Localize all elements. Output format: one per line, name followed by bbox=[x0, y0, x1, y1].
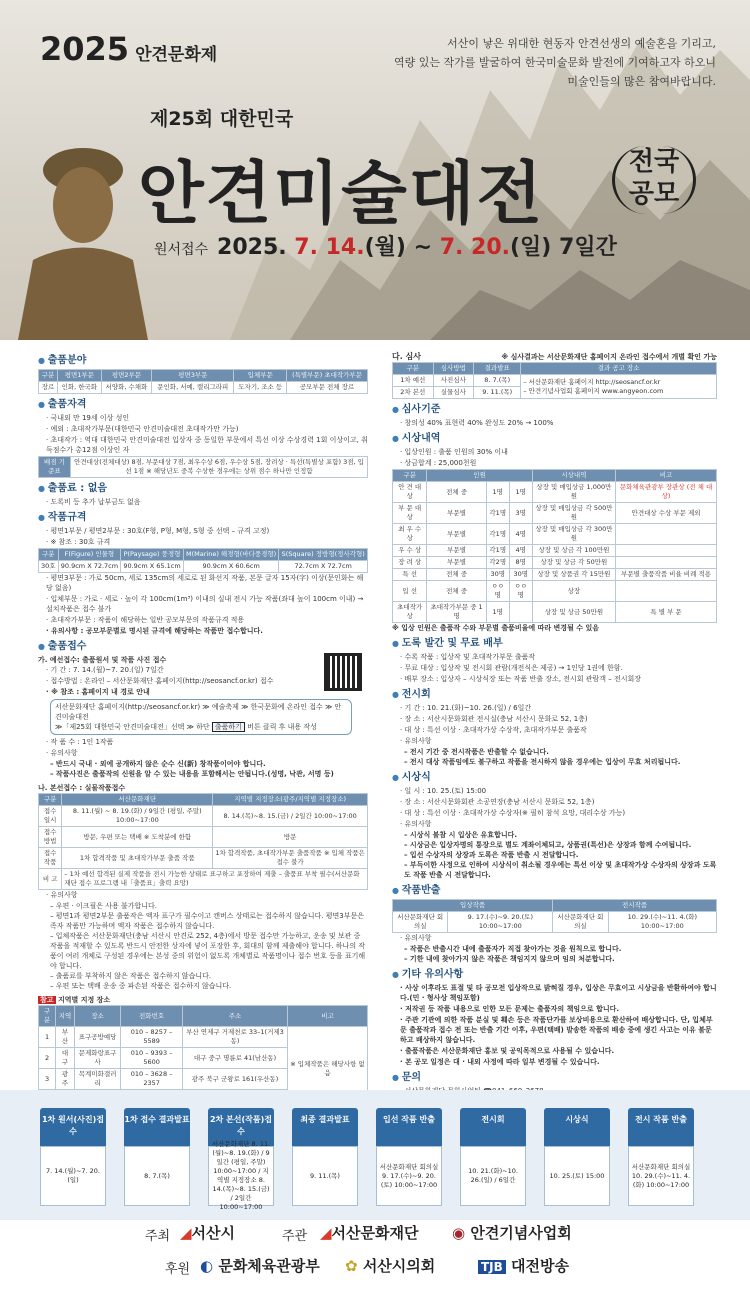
section-title: ● 시상식 bbox=[392, 773, 717, 783]
subsection-title: 다. 심사 bbox=[392, 352, 422, 361]
list-item: – 시상금은 입상자명의 통장으로 별도 계좌이체되고, 상품권(특선)은 상장과 함께 수여됩니다. bbox=[404, 841, 692, 849]
list-item: · 유의사항 bbox=[392, 736, 717, 746]
list-item: · 대 상 : 특선 이상 · 초대작가상 수상작, 초대작가부문 출품작 bbox=[392, 725, 717, 735]
list-item: · 수록 작품 : 입상작 및 초대작가부문 출품작 bbox=[392, 652, 717, 662]
sponsor-logo-1: ◐ 문화체육관광부 bbox=[200, 1257, 320, 1275]
list-item: – 작품은 반출시간 내에 출품자가 직접 찾아가는 것을 원칙으로 합니다. bbox=[404, 945, 622, 953]
list-item: · 대 상 : 특선 이상 · 초대작가상 수상자(※ 필히 참석 요망, 대리수상 가능) bbox=[392, 808, 717, 818]
table-cell bbox=[616, 524, 717, 545]
step-title: 시상식 bbox=[544, 1108, 610, 1146]
table-cell: 1명 bbox=[509, 482, 532, 503]
host-logo: ◢서산시 bbox=[180, 1224, 236, 1242]
section-title: ● 심사기준 bbox=[392, 405, 717, 415]
table-cell: 상장 및 매입상금 1,000만원 bbox=[532, 482, 615, 503]
submission-table: 구분 서산문화재단 지역별 지정장소(광주/지역별 지정장소) 접수일시 8. 11.(월) ~ 8. 19.(화) / 9일간 (평일, 주말) 10:00~17:00 8. 14.(목)~8. 15.(금) / 2일간 10:00~17:00 접수방법 방문, 우편 또는 택배 ※ 도착분에 한함 방문 접수작품 1차 합격작품 및 초대작가부문 출품 작품 1차 합격작품, 초대작가부문 출품작품 ※ 입체 작품은 접수 불가 비 고 – 1차 예선 합격된 실제 작품을 전시 가능한 상태로 표구하고 포장하여 제출 – 출품표 부착 필수(서산문화재단 접수 프로그램 내「출품표」출력 요망) bbox=[38, 793, 368, 890]
section-title: ● 출품료 : 없음 bbox=[38, 484, 368, 494]
subtitle: 제25회 대한민국 bbox=[150, 108, 294, 130]
host-label: 주최 bbox=[145, 1229, 171, 1244]
table-cell: 초대작가부문 중 1명 bbox=[427, 602, 486, 623]
return-table: 입상작품 전시작품 서산문화재단 회의실 9. 17.(수)~9. 20.(토) 10:00~17:00 서산문화재단 회의실 10. 29.(수)~11. 4.(화) 10:00~17:00 bbox=[392, 899, 717, 933]
table-cell: 각2명 bbox=[486, 557, 509, 569]
list-item: · 장 소 : 서산시문화회관 소공연장(충남 서산시 문화로 52, 1층) bbox=[392, 797, 717, 807]
list-item: · 무료 대상 : 입상작 및 전시회 관람(개전식은 제공) → 1인당 1권에 한함. bbox=[392, 663, 717, 673]
statue-image bbox=[8, 110, 158, 340]
table-cell: 1명 bbox=[486, 602, 509, 623]
table-cell: 1명 bbox=[486, 482, 509, 503]
right-column bbox=[392, 350, 717, 1097]
sponsor-logo-3: TJB 대전방송 bbox=[478, 1255, 569, 1276]
list-item: · 작 품 수 : 1인 1작품 bbox=[38, 737, 368, 747]
table-cell: 전체 중 bbox=[427, 482, 486, 503]
schedule-step bbox=[40, 1108, 106, 1208]
step-detail: 9. 11.(목) bbox=[292, 1146, 358, 1206]
note-text: ※ 심사결과는 서산문화재단 홈페이지 온라인 접수에서 개별 확인 가능 bbox=[501, 353, 717, 361]
table-cell: 상장 및 상품권 각 15만원 bbox=[532, 569, 615, 581]
table-cell: 전체 중 bbox=[427, 569, 486, 581]
table-cell bbox=[509, 602, 532, 623]
table-cell: 30명 bbox=[486, 569, 509, 581]
review-table: 구분 심사방법 결과발표 결과 공고 장소 1차 예선 사진심사 8. 7.(목) – 서산문화재단 홈페이지 http://seosancf.or.kr – 안견기념사업회 홈페이지 www.angyeon.com 2차 본선 실물심사 9. 11.(목) bbox=[392, 362, 717, 399]
table-cell: 우 수 상 bbox=[393, 545, 427, 557]
section-title: ● 작품규격 bbox=[38, 513, 368, 523]
festival-year: 2025 안견문화제 bbox=[40, 30, 218, 68]
table-row bbox=[393, 524, 717, 545]
step-title: 2차 본선(작품)접수 bbox=[208, 1108, 274, 1146]
list-item: · 유의사항 bbox=[38, 748, 368, 758]
schedule-step bbox=[292, 1108, 358, 1208]
table-cell: 부문별 출품작품 비율 비례 적용 bbox=[616, 569, 717, 581]
step-title: 입선 작품 반출 bbox=[376, 1108, 442, 1146]
table-cell: 3명 bbox=[509, 503, 532, 524]
list-item: – 시상식 불참 시 입상은 유효합니다. bbox=[404, 831, 518, 839]
list-item: · 유의사항 bbox=[38, 890, 368, 900]
list-item: · 기 간 : 10. 21.(화)~10. 26.(일) / 6일간 bbox=[392, 703, 717, 713]
table-cell: 상장 및 상금 각 50만원 bbox=[532, 557, 615, 569]
step-title: 전시회 bbox=[460, 1108, 526, 1146]
table-cell: 4명 bbox=[509, 545, 532, 557]
table-cell: 30명 bbox=[509, 569, 532, 581]
path-guide-box: 서산문화재단 홈페이지(http://seosancf.or.kr) ≫ 예술축제 ≫ 한국문화예 온라인 접수 ≫ 안견미술대전 ≫「제25회 대한민국 안견미술대전」선택 ≫ 하단 출품하기 버튼 클릭 후 내용 작성 bbox=[50, 699, 352, 735]
list-item: · 유의사항 : 공모부문별로 명시된 규격에 해당하는 작품만 접수합니다. bbox=[38, 626, 368, 636]
step-title: 전시 작품 반출 bbox=[628, 1108, 694, 1146]
table-row bbox=[393, 482, 717, 503]
step-detail: 10. 21.(화)~10. 26.(일) / 6일간 bbox=[460, 1146, 526, 1206]
intro-text: 서산이 낳은 위대한 현동자 안견선생의 예술혼을 기리고, 역량 있는 작가를 발굴하여 한국미술문화 발전에 기여하고자 하오니 미술인들의 많은 참여바랍니다. bbox=[393, 37, 716, 88]
table-cell: 부문별 bbox=[427, 557, 486, 569]
organizer-logo: ◢서산문화재단 bbox=[320, 1224, 419, 1242]
table-cell: 부문별 bbox=[427, 524, 486, 545]
table-row bbox=[393, 569, 717, 581]
list-item: · 장 소 : 서산시문화회관 전시실(충남 서산시 문화로 52, 1층) bbox=[392, 714, 717, 724]
table-cell: 특 선 bbox=[393, 569, 427, 581]
hero-banner bbox=[0, 0, 750, 340]
list-item: · 국내외 만 19세 이상 성인 bbox=[38, 413, 368, 423]
section-title: ● 출품접수 bbox=[38, 642, 368, 652]
section-title: ● 전시회 bbox=[392, 690, 717, 700]
subsection-title: 가. 예선접수: 출품원서 및 작품 사진 접수 bbox=[38, 656, 167, 664]
list-item: – 입선 수상자의 상장과 도록은 작품 반출 시 전달합니다. bbox=[404, 851, 579, 859]
list-item: · 출품작품은 서산문화재단 홍보 및 공익목적으로 사용될 수 있습니다. bbox=[392, 1046, 717, 1056]
table-cell: 전체 중 bbox=[427, 581, 486, 602]
step-detail: 8. 7.(목) bbox=[124, 1146, 190, 1206]
list-item: – 부득이한 사정으로 인하여 시상식이 취소될 경우에는 특선 이상 및 초대작가상 수상자의 상장과 도록도 작품 반출 시 전달합니다. bbox=[404, 861, 717, 879]
list-item: · 유의사항 bbox=[392, 933, 717, 943]
list-item: – 전시 기간 중 전시작품은 반출할 수 없습니다. bbox=[404, 748, 549, 756]
list-item: · 접수방법 : 온라인 – 서산문화재단 홈페이지(http://seosancf.or.kr) 접수 bbox=[38, 676, 368, 686]
title-badge: 전국 공모 bbox=[612, 146, 696, 214]
step-detail: 서산문화재단 회의실 10. 29.(수)~11. 4.(화) 10:00~17:00 bbox=[628, 1146, 694, 1206]
table-cell bbox=[616, 557, 717, 569]
table-cell: 안견대상 수상 부문 제외 bbox=[616, 503, 717, 524]
step-title: 1차 접수 결과발표 bbox=[124, 1108, 190, 1146]
schedule-step bbox=[460, 1108, 526, 1208]
table-cell: 최 우 수 상 bbox=[393, 524, 427, 545]
submit-button[interactable]: 출품하기 bbox=[212, 722, 245, 732]
schedule-step bbox=[208, 1108, 274, 1211]
list-item: · 도록비 등 추가 납부금도 없음 bbox=[38, 497, 368, 507]
list-item: · 입상인원 : 출품 인원의 30% 이내 bbox=[392, 447, 717, 457]
table-cell: ㅇㅇ명 bbox=[486, 581, 509, 602]
organizer-logo-2: ◉ 안견기념사업회 bbox=[452, 1224, 572, 1242]
venue-table: 구분 지역 장소 전화번호 주소 비고 1 부 산 표구공방예당 010 – 8257 – 5589 부산 연제구 거제천로 33–1(거제3동) ※ 입체작품은 해당사항 없음 2 대 구 문제화랑표구사 010 – 9393 – 5600 대구 중구 명륜로 41(남산동) 3 광 주 목계미화갤러리 010 – 3628 – 2357 광주 북구 군왕로 161(우산동) bbox=[38, 1005, 368, 1111]
subsection-title: 참고 지역별 지정 장소 bbox=[40, 996, 111, 1004]
main-title: 안견미술대전 bbox=[138, 155, 545, 234]
list-item: · ※ 참조 : 30호 규격 bbox=[38, 537, 368, 547]
table-cell: 4명 bbox=[509, 524, 532, 545]
table-cell: 상장 및 매입상금 각 500만원 bbox=[532, 503, 615, 524]
list-item: · 입체부문 : 가로 · 세로 · 높이 각 100cm(1m³) 이내의 실내 전시 가능 작품(좌대 높이 100cm 이내) → 설치작품은 접수 불가 bbox=[38, 594, 368, 614]
list-item: · 주관 기관에 의한 작품 분실 및 훼손 등은 작품단가를 보상비용으로 환산하여 배상합니다. 단, 입체부문 출품작과 접수 전 또는 반출 기간 이후, 우편(택배) 발송한 작품의 배송 중에 생긴 사고는 이유 불문하고 배상하지 않습니다. bbox=[392, 1015, 717, 1045]
list-item: – 우편 · 이크필은 사용 불가합니다. bbox=[50, 902, 157, 910]
table-cell: 상장 및 상금 50만원 bbox=[532, 602, 615, 623]
section-title: ● 작품반출 bbox=[392, 886, 717, 896]
organizer-label: 주관 bbox=[282, 1229, 308, 1244]
section-title: ● 문의 bbox=[392, 1073, 717, 1083]
table-row bbox=[393, 503, 717, 524]
table-cell bbox=[616, 581, 717, 602]
list-item: · 본 공모 일정은 대 · 내외 사정에 따라 일부 변경될 수 있습니다. bbox=[392, 1057, 717, 1067]
section-title: ● 기타 유의사항 bbox=[392, 970, 717, 980]
step-title: 1차 원서(사진)접수 bbox=[40, 1108, 106, 1146]
table-cell bbox=[616, 545, 717, 557]
table-cell: 문화체육관광부 장관상 (전 체 대 상) bbox=[616, 482, 717, 503]
score-table: 배점 기준표 안견대상(전체대상) 8점, 부문대상 7점, 최우수상 6점, 우수상 5점, 장려상 · 특선(특별상 포함) 3점, 입선 1점 ※ 해당년도 중복 수상한 경우에는 상위 점수 하나만 인정함 bbox=[38, 456, 368, 478]
taegeuk-icon: ◐ bbox=[200, 1257, 214, 1275]
schedule-step bbox=[124, 1108, 190, 1208]
council-emblem-icon: ✿ bbox=[345, 1257, 358, 1275]
list-item: · 일 시 : 10. 25.(토) 15:00 bbox=[392, 786, 717, 796]
list-item: · ※ 참조 : 홈페이지 내 경로 안내 bbox=[38, 687, 368, 697]
memorial-logo-icon: ◉ bbox=[452, 1224, 466, 1242]
table-row bbox=[393, 581, 717, 602]
table-cell: 안 견 대 상 bbox=[393, 482, 427, 503]
schedule-step bbox=[544, 1108, 610, 1208]
section-title: ● 출품분야 bbox=[38, 356, 368, 366]
subsection-title: 나. 본선접수 : 실물작품접수 bbox=[38, 784, 126, 792]
list-item: – 입체작품은 서산문화재단(충남 서산시 안견로 252, 4층)에서 방문 접수만 가능하고, 운송 및 보관 중 작품을 적재할 수 있도록 반드시 안전한 상자에 넣어 포장한 후, 회대의 함께 제출해야 합니다. 하나의 작품이 여러 개체로 구성된 경우에는 본성 중의 위험이 없도록 개체별로 작품명이나 접수 번호 등을 표기해야 합니다. bbox=[50, 932, 366, 970]
list-item: · 평면1부문 / 평면2부문 : 30호(F형, P형, M형, S형 중 선택 – 규격 고정) bbox=[38, 526, 368, 536]
table-cell: 부문별 bbox=[427, 503, 486, 524]
sponsor-label: 후원 bbox=[165, 1262, 191, 1277]
list-item: – 기한 내에 찾아가지 않은 작품은 책임지지 않으며 임의 처분합니다. bbox=[404, 955, 615, 963]
seosan-logo-icon: ◢ bbox=[180, 1224, 192, 1242]
table-cell: ㅇㅇ명 bbox=[509, 581, 532, 602]
list-item: · 배부 장소 : 입상자 – 시상식장 또는 작품 반출 장소, 전시회 관람객 – 전시회장 bbox=[392, 674, 717, 684]
table-cell: 상장 bbox=[532, 581, 615, 602]
list-item: – 우편 또는 택배 운송 중 파손된 작품은 접수하지 않습니다. bbox=[50, 982, 232, 990]
step-title: 최종 결과발표 bbox=[292, 1108, 358, 1146]
table-cell: 각1명 bbox=[486, 503, 509, 524]
note-text: ※ 입상 인원은 출품작 수와 부문별 출품비율에 따라 변경될 수 있음 bbox=[392, 624, 599, 632]
qr-code-icon[interactable] bbox=[324, 653, 362, 691]
table-cell: 각1명 bbox=[486, 545, 509, 557]
period: 원서접수 2025. 7. 14.(월) ~ 7. 20.(일) 7일간 bbox=[154, 235, 617, 260]
size-table: 구분 F(Figure) 인물형 P(Paysage) 풍경형 M(Marine) 해경형(바다풍경형) S(Square) 정방형(정사각형) 30호 90.9cm X 72.7cm 90.9cm X 65.1cm 90.9cm X 60.6cm 72.7cm X 72.7cm bbox=[38, 548, 368, 573]
schedule-step bbox=[628, 1108, 694, 1208]
table-cell: 입 선 bbox=[393, 581, 427, 602]
list-item: – 반드시 국내 · 외에 공개하지 않은 순수 신(新) 창작품이어야 합니다. bbox=[50, 760, 266, 768]
award-table: 구분 인원 시상내역 비고 안 견 대 상 전체 중 1명 1명 상장 및 매입상금 1,000만원 문화체육관광부 장관상 (전 체 대 상) 부 문 대 상 부문별 각1명 3명 상장 및 매입상금 각 500만원 안견대상 수상 부문 제외 최 우 수 상 부문별 각1명 4명 상장 및 매입상금 각 300만원 우 수 상 부문별 각1명 4명 상장 및 상금 각 100만원 장 려 상 부문별 각2명 8명 상장 및 상금 각 50만원 특 선 전체 중 30명 30명 상장 및 상품권 각 15만원 부문별 출품작품 비율 비례 적용 입 선 전체 중 ㅇㅇ명 ㅇㅇ명 상장 초대작가상 초대작가부문 중 1명 1명 상장 및 상금 50만원 특 별 부 문 bbox=[392, 469, 717, 623]
table-row bbox=[393, 602, 717, 623]
sponsor-logo-2: ✿ 서산시의회 bbox=[345, 1257, 436, 1275]
list-item: – 평면1과 평면2부문 출품작은 액자 표구가 필수이고 캔버스 상태로는 접수하지 않습니다. 평면3부문은 족자 작품만 가능하며 액자 작품은 접수하지 않습니다. bbox=[50, 912, 365, 930]
table-cell: 부 문 대 상 bbox=[393, 503, 427, 524]
foundation-logo-icon: ◢ bbox=[320, 1224, 332, 1242]
left-column bbox=[38, 350, 368, 1111]
list-item: – 출품료를 부착하지 않은 작품은 접수하지 않습니다. bbox=[50, 972, 212, 980]
list-item: · 초대작가부문 : 작품이 해당하는 일반 공모부문의 작품규격 적용 bbox=[38, 615, 368, 625]
table-row bbox=[393, 557, 717, 569]
list-item: · 기 간 : 7. 14.(월)~7. 20.(일) 7일간 bbox=[38, 665, 368, 675]
list-item: · 상금합계 : 25,000천원 bbox=[392, 458, 717, 468]
list-item: – 작품사진은 출품작의 신원을 알 수 있는 내용을 포함해서는 안됩니다.(성명, 낙관, 서명 등) bbox=[50, 770, 334, 778]
table-cell: 부문별 bbox=[427, 545, 486, 557]
field-table: 구분 평면1부문 평면2부문 평면3부문 입체부문 (특별부문) 초대작가부문 장르 인화, 한국화 서양화, 수채화 문인화, 서예, 캘리그라피 도자기, 조소 등 공모부문 전체 장르 bbox=[38, 369, 368, 394]
list-item: · 초대작가 : 역대 대한민국 안견미술대전 입상자 중 동일한 부문에서 특선 이상 수상경력 1회 이상이고, 취득점수가 총12점 이상인 자 bbox=[38, 435, 368, 455]
table-cell: 8명 bbox=[509, 557, 532, 569]
section-title: ● 도록 발간 및 무료 배부 bbox=[392, 639, 717, 649]
section-title: ● 출품자격 bbox=[38, 400, 368, 410]
list-item: – 전시 대상 작품임에도 불구하고 작품을 전시하지 않을 경우에는 입상이 무효 처리됩니다. bbox=[404, 758, 681, 766]
list-item: · 저작권 등 작품 내용으로 인한 모든 문제는 출품자의 책임으로 합니다. bbox=[392, 1004, 717, 1014]
tjb-logo-icon: TJB bbox=[478, 1260, 506, 1274]
table-row bbox=[393, 545, 717, 557]
list-item: · 예외 : 초대작가부문(대한민국 안견미술대전 초대작가만 가능) bbox=[38, 424, 368, 434]
section-title: ● 시상내역 bbox=[392, 434, 717, 444]
list-item: · 유의사항 bbox=[392, 819, 717, 829]
table-cell: 상장 및 상금 각 100만원 bbox=[532, 545, 615, 557]
table-cell: 특 별 부 문 bbox=[616, 602, 717, 623]
schedule-step bbox=[376, 1108, 442, 1208]
step-detail: (월)~8. 19.(화) / 9일간 (평일, 주말) 10:00~17:00 / 지역별 지정장소 8. 14.(목)~8. 15.(금) / 2일간 10:00~17:00 bbox=[208, 1146, 274, 1206]
step-detail: 서산문화재단 회의실 9. 17.(수)~9. 20.(토) 10:00~17:00 bbox=[376, 1146, 442, 1206]
list-item: · 사상 이후라도 표절 및 타 공모전 입상작으로 밝혀질 경우, 입상은 무효이고 시상금을 반환하여야 합니다.(민 · 형사상 책임포함) bbox=[392, 983, 717, 1003]
list-item: · 창의성 40% 표현력 40% 완성도 20% → 100% bbox=[392, 418, 717, 428]
step-detail: 7. 14.(월)~7. 20.(일) bbox=[40, 1146, 106, 1206]
table-cell: 상장 및 매입상금 각 300만원 bbox=[532, 524, 615, 545]
table-cell: 장 려 상 bbox=[393, 557, 427, 569]
table-cell: 초대작가상 bbox=[393, 602, 427, 623]
table-cell: 각1명 bbox=[486, 524, 509, 545]
list-item: · 평면3부문 : 가로 50cm, 세로 135cm의 세로로 된 화선지 작품, 본문 글자 15자(字) 이상(문인화는 해당 없음) bbox=[38, 573, 368, 593]
step-detail: 10. 25.(토) 15:00 bbox=[544, 1146, 610, 1206]
